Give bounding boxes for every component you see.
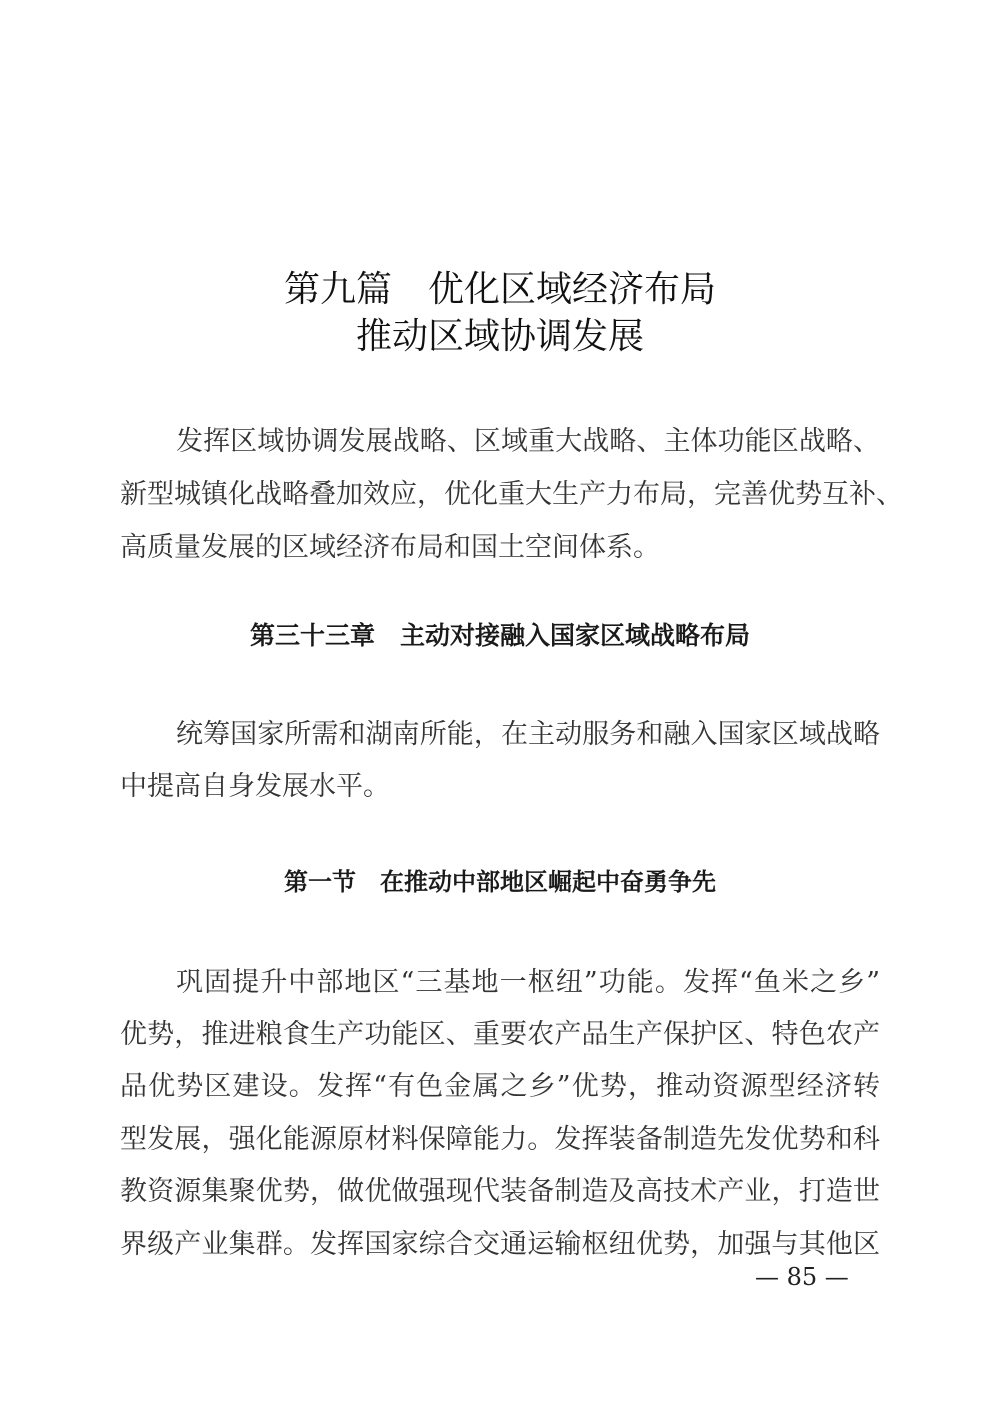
part-title-line-2: 推动区域协调发展 (355, 316, 644, 357)
paragraph-line: 品优势区建设。发挥“有色金属之乡”优势，推动资源型经济转 (120, 1071, 880, 1102)
paragraph-line: 型发展，强化能源原材料保障能力。发挥装备制造先发优势和科 (120, 1124, 880, 1155)
paragraph-line: 发挥区域协调发展战略、区域重大战略、主体功能区战略、 (176, 426, 880, 457)
paragraph-line: 界级产业集群。发挥国家综合交通运输枢纽优势，加强与其他区 (120, 1229, 880, 1260)
paragraph-line: 中提高自身发展水平。 (120, 771, 390, 802)
part-title-line-1: 第九篇 优化区域经济布局 (283, 269, 716, 310)
paragraph-line: 新型城镇化战略叠加效应，优化重大生产力布局，完善优势互补、 (120, 479, 903, 510)
paragraph-line: 教资源集聚优势，做优做强现代装备制造及高技术产业，打造世 (120, 1176, 880, 1207)
paragraph-line: 统筹国家所需和湖南所能，在主动服务和融入国家区域战略 (176, 719, 880, 750)
page-number: — 85 — (755, 1263, 849, 1291)
section-heading: 第一节 在推动中部地区崛起中奋勇争先 (284, 867, 716, 896)
paragraph-line: 巩固提升中部地区“三基地一枢纽”功能。发挥“鱼米之乡” (176, 967, 880, 998)
paragraph-line: 高质量发展的区域经济布局和国土空间体系。 (120, 532, 660, 563)
paragraph-line: 优势，推进粮食生产功能区、重要农产品生产保护区、特色农产 (120, 1019, 880, 1050)
chapter-heading: 第三十三章 主动对接融入国家区域战略布局 (249, 621, 750, 650)
